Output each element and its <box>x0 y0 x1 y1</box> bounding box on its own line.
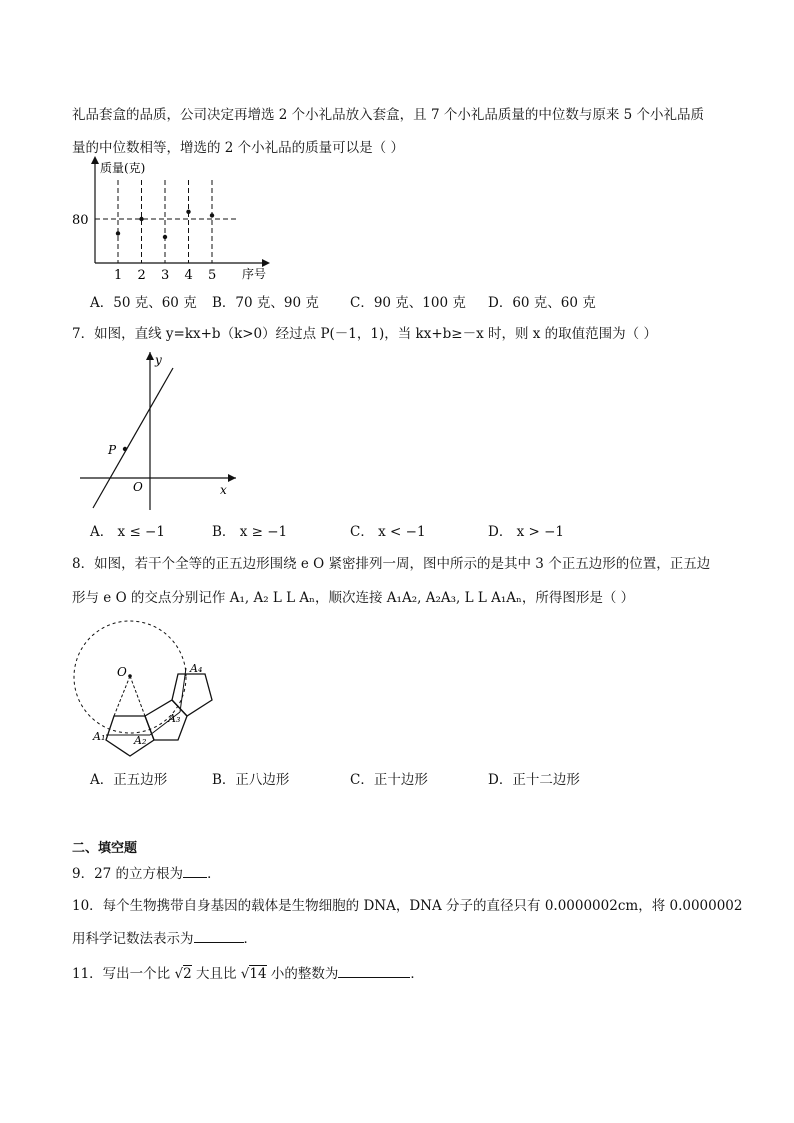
q10-period: ． <box>243 931 257 947</box>
q6-y-tick-80: 80 <box>72 213 89 228</box>
q6-x-tick-label: 1 <box>114 268 123 283</box>
q8-text-line2: 形与 e O 的交点分别记作 A₁, A₂ L L Aₙ，顺次连接 A₁A₂, A₂A₃, L L A₁Aₙ，所得图形是（ ） <box>72 590 635 606</box>
q7-option-b: B． x ≥ −1 <box>212 524 288 540</box>
q8-text-line1: 8．如图，若干个全等的正五边形围绕 e O 紧密排列一周，图中所示的是其中 3 个正五边形的位置，正五边 <box>72 556 711 572</box>
q6-x-tick-label: 2 <box>137 268 146 283</box>
q6-option-a: A．50 克、60 克 <box>90 295 197 311</box>
q6-option-c: C．90 克、100 克 <box>350 295 466 311</box>
q7-option-d: D． x > −1 <box>488 524 565 540</box>
q10-answer-blank[interactable] <box>194 930 244 943</box>
q11-period: ． <box>410 966 424 982</box>
q8-label-a2: A₂ <box>134 734 147 747</box>
q8-point-o <box>128 674 132 678</box>
q7-label-p: P <box>108 443 117 457</box>
q6-text-line1: 礼品套盒的品质，公司决定再增选 2 个小礼品放入套盒，且 7 个小礼品质量的中位数与原来 5 个小礼品质 <box>72 107 705 123</box>
q8-option-d: D．正十二边形 <box>488 772 580 788</box>
q7-option-a: A． x ≤ −1 <box>90 524 165 540</box>
q11 <box>72 962 424 982</box>
q11-text-before: 11．写出一个比 <box>72 966 175 982</box>
q6-x-tick-label: 5 <box>208 268 217 283</box>
q9 <box>72 862 221 882</box>
q8-option-b: B．正八边形 <box>212 772 290 788</box>
q11-sqrt-14: √14 <box>240 966 267 982</box>
section-title-fill-in: 二、填空题 <box>72 841 138 856</box>
q7-label-x: x <box>220 483 227 497</box>
q11-sqrt-2: √2 <box>174 966 192 982</box>
q7-text: 7．如图，直线 y=kx+b（k>0）经过点 P(－1，1)，当 kx+b≥－x 时，则 x 的取值范围为（ ） <box>72 326 657 342</box>
q8-label-a4: A₄ <box>190 662 203 675</box>
q6-text-line2: 量的中位数相等，增选的 2 个小礼品的质量可以是（ ） <box>72 140 404 156</box>
q7-label-o: O <box>133 480 143 494</box>
q6-option-b: B．70 克、90 克 <box>212 295 319 311</box>
q11-text-mid: 大且比 <box>191 966 241 982</box>
q8-pentagon-3 <box>172 674 212 716</box>
q11-text-after: 小的整数为 <box>266 966 339 982</box>
q6-xlabel: 序号 <box>242 267 267 281</box>
q8-option-a: A．正五边形 <box>90 772 168 788</box>
q6-ylabel: 质量(克) <box>100 161 146 175</box>
q7-option-c: C． x < −1 <box>350 524 426 540</box>
q8-label-a1: A₁ <box>93 730 106 743</box>
q8-dashed-oa2 <box>130 676 145 716</box>
q6-x-tick-label: 4 <box>184 268 193 283</box>
q8-dashed-oa1 <box>114 676 130 716</box>
q9-answer-blank[interactable] <box>183 865 207 878</box>
q11-answer-blank[interactable] <box>338 965 410 978</box>
q10-line2 <box>72 927 257 947</box>
q6-x-tick-label: 3 <box>161 268 170 283</box>
q8-label-o: O <box>117 665 127 679</box>
q8-label-a3: A₃ <box>168 712 181 725</box>
q8-option-c: C．正十边形 <box>350 772 428 788</box>
q6-option-d: D．60 克、60 克 <box>488 295 596 311</box>
q9-text: 9．27 的立方根为 <box>72 866 184 882</box>
q10-text: 用科学记数法表示为 <box>72 931 194 947</box>
q10-text-line1: 10．每个生物携带自身基因的载体是生物细胞的 DNA，DNA 分子的直径只有 0.0000002cm，将 0.0000002 <box>72 898 743 914</box>
q7-label-y: y <box>155 353 162 367</box>
q9-period: ． <box>207 866 221 882</box>
